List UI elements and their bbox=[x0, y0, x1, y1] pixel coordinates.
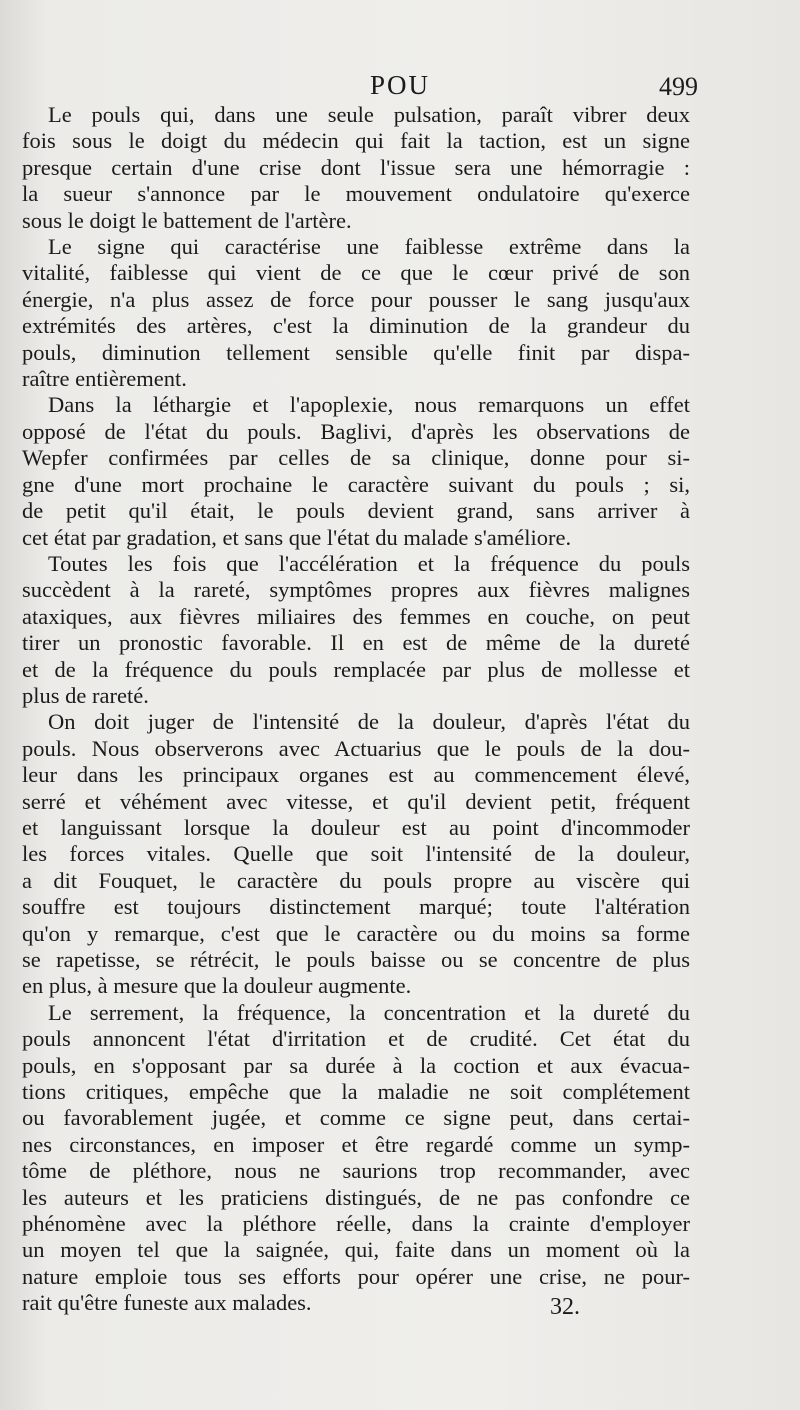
text-line: Wepfer confirmées par celles de sa clinique, donne pour si- bbox=[22, 445, 690, 471]
page-number: 499 bbox=[659, 72, 698, 101]
running-title: POU bbox=[369, 70, 430, 100]
text-line: et de la fréquence du pouls remplacée par plus de mollesse et bbox=[22, 656, 690, 682]
text-line: et languissant lorsque la douleur est au point d'incommoder bbox=[22, 814, 690, 840]
text-line: Dans la léthargie et l'apoplexie, nous remarquons un effet bbox=[48, 392, 690, 418]
text-line: énergie, n'a plus assez de force pour pousser le sang jusqu'aux bbox=[22, 286, 690, 312]
text-line: tirer un pronostic favorable. Il en est de même de la dureté bbox=[22, 630, 690, 656]
text-line: extrémités des artères, c'est la diminution de la grandeur du bbox=[22, 313, 690, 339]
paragraph bbox=[22, 392, 690, 550]
text-line: Le serrement, la fréquence, la concentration et la dureté du bbox=[48, 999, 690, 1025]
paragraph bbox=[22, 234, 690, 392]
text-line: fois sous le doigt du médecin qui fait la taction, est un signe bbox=[22, 128, 690, 154]
text-line: Le signe qui caractérise une faiblesse extrême dans la bbox=[48, 234, 690, 260]
text-line: opposé de l'état du pouls. Baglivi, d'après les observations de bbox=[22, 418, 690, 444]
body-text bbox=[22, 102, 690, 1317]
text-line: phénomène avec la pléthore réelle, dans la crainte d'employer bbox=[22, 1211, 690, 1237]
text-line: Toutes les fois que l'accélération et la fréquence du pouls bbox=[48, 550, 690, 576]
text-line: rait qu'être funeste aux malades. bbox=[22, 1290, 312, 1316]
text-line: pouls annoncent l'état d'irritation et de crudité. Cet état du bbox=[22, 1026, 690, 1052]
paragraph bbox=[22, 709, 690, 999]
text-line: presque certain d'une crise dont l'issue sera une hémorragie : bbox=[22, 154, 690, 180]
text-line: nes circonstances, en imposer et être regardé comme un symp- bbox=[22, 1131, 690, 1157]
text-line: Le pouls qui, dans une seule pulsation, paraît vibrer deux bbox=[48, 102, 690, 127]
text-line: a dit Fouquet, le caractère du pouls propre au viscère qui bbox=[22, 867, 690, 893]
text-line: cet état par gradation, et sans que l'état du malade s'améliore. bbox=[22, 524, 572, 550]
text-line: les auteurs et les praticiens distingués, de ne pas confondre ce bbox=[22, 1184, 690, 1210]
paragraph bbox=[22, 1000, 690, 1317]
text-line: sous le doigt le battement de l'artère. bbox=[22, 207, 352, 233]
text-line: qu'on y remarque, c'est que le caractère ou du moins sa forme bbox=[22, 920, 690, 946]
paragraph bbox=[22, 102, 690, 234]
text-line: serré et véhément avec vitesse, et qu'il devient petit, fréquent bbox=[22, 788, 690, 814]
text-line: tions critiques, empêche que la maladie ne soit complétement bbox=[22, 1079, 690, 1105]
text-line: la sueur s'annonce par le mouvement ondulatoire qu'exerce bbox=[22, 181, 690, 207]
text-line: souffre est toujours distinctement marqué; toute l'altération bbox=[22, 894, 690, 920]
text-line: pouls, diminution tellement sensible qu'elle finit par dispa- bbox=[22, 339, 690, 365]
signature-mark: 32. bbox=[550, 1294, 580, 1320]
text-line: leur dans les principaux organes est au commencement élevé, bbox=[22, 762, 690, 788]
text-line: un moyen tel que la saignée, qui, faite dans un moment où la bbox=[22, 1237, 690, 1263]
text-line: nature emploie tous ses efforts pour opérer une crise, ne pour- bbox=[22, 1263, 690, 1289]
text-line: de petit qu'il était, le pouls devient grand, sans arriver à bbox=[22, 498, 690, 524]
text-line: On doit juger de l'intensité de la douleur, d'après l'état du bbox=[48, 709, 690, 735]
text-line: en plus, à mesure que la douleur augmente. bbox=[22, 973, 412, 999]
text-line: raître entièrement. bbox=[22, 366, 187, 392]
text-line: se rapetisse, se rétrécit, le pouls baisse ou se concentre de plus bbox=[22, 947, 690, 972]
text-line: les forces vitales. Quelle que soit l'intensité de la douleur, bbox=[22, 841, 690, 867]
text-line: ataxiques, aux fièvres miliaires des femmes en couche, on peut bbox=[22, 603, 690, 629]
text-line: ou favorablement jugée, et comme ce signe peut, dans certai- bbox=[22, 1105, 690, 1131]
text-line: succèdent à la rareté, symptômes propres aux fièvres malignes bbox=[22, 577, 690, 603]
text-line: tôme de pléthore, nous ne saurions trop recommander, avec bbox=[22, 1158, 690, 1184]
text-line: pouls. Nous observerons avec Actuarius que le pouls de la dou- bbox=[22, 735, 690, 761]
text-line: vitalité, faiblesse qui vient de ce que le cœur privé de son bbox=[22, 260, 690, 286]
paragraph bbox=[22, 551, 690, 709]
text-line: gne d'une mort prochaine le caractère suivant du pouls ; si, bbox=[22, 471, 690, 497]
text-line: pouls, en s'opposant par sa durée à la coction et aux évacua- bbox=[22, 1052, 690, 1078]
text-line: plus de rareté. bbox=[22, 682, 149, 708]
